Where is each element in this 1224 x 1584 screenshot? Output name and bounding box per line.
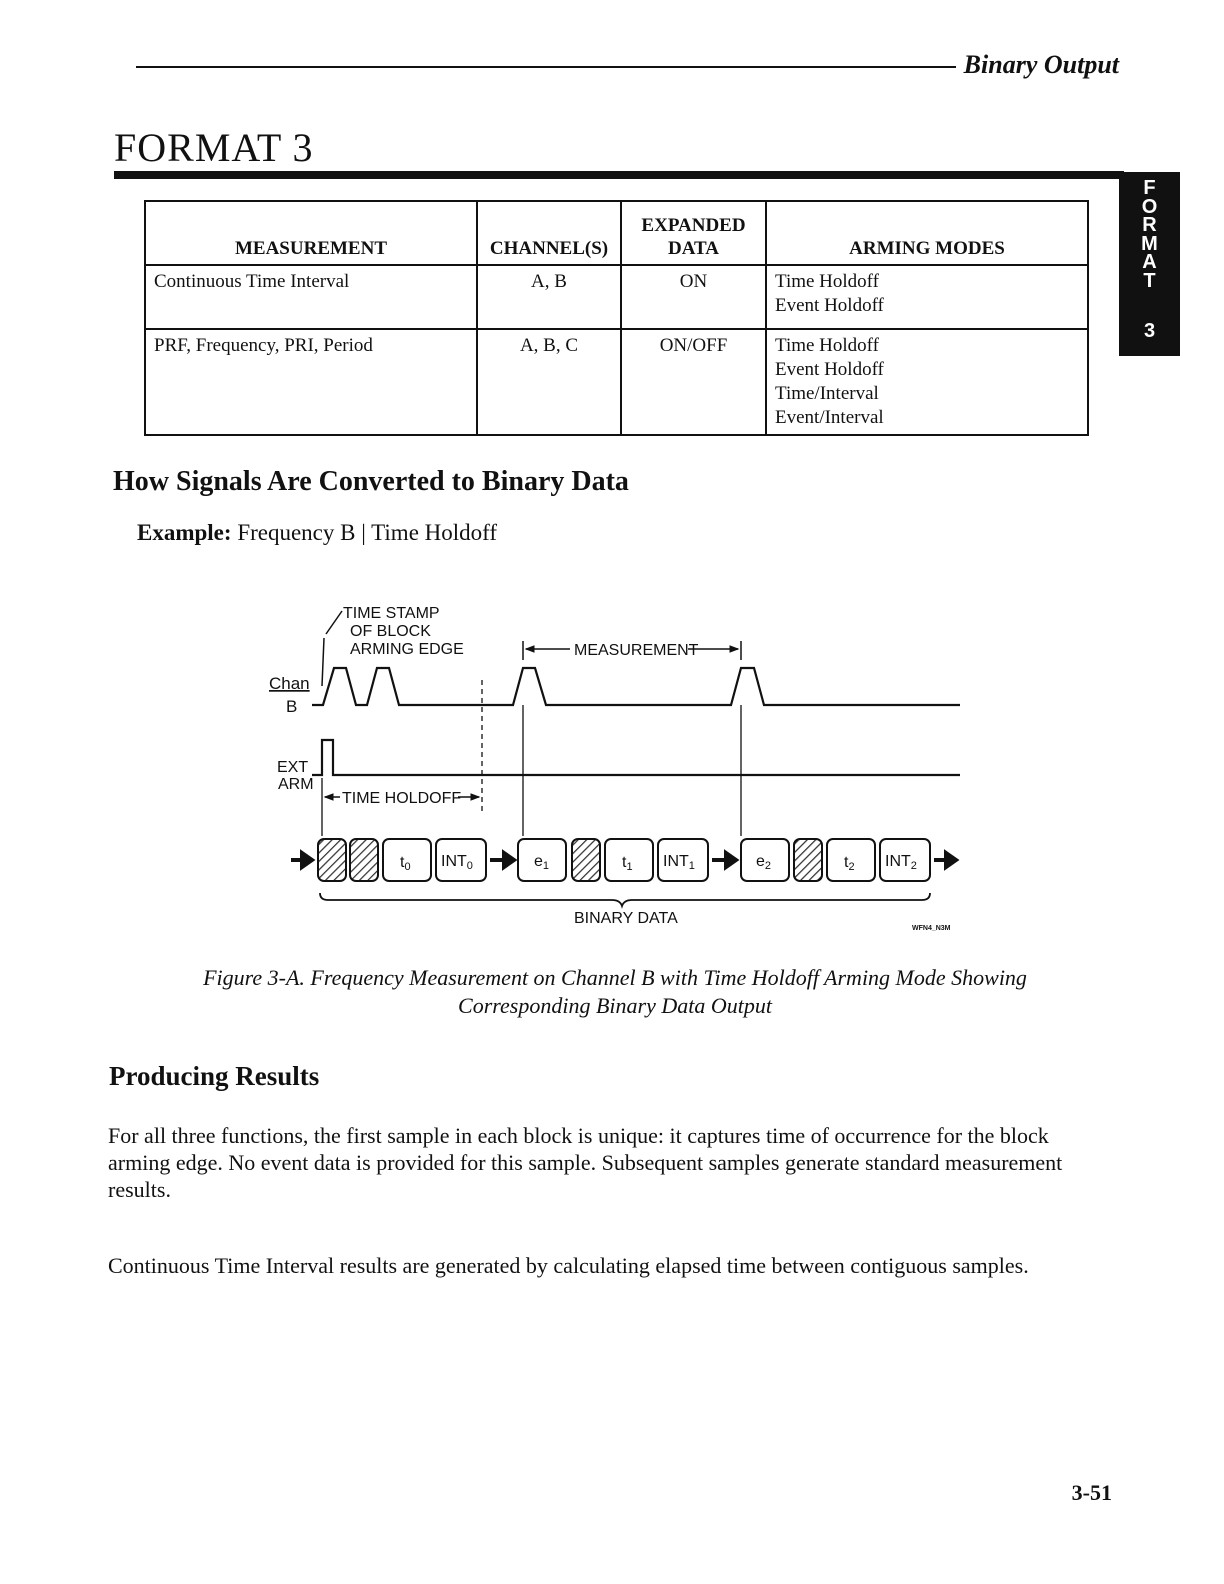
hatched-block: [572, 839, 600, 881]
side-tab-letter: M: [1141, 232, 1158, 255]
cell-measurement: Continuous Time Interval: [145, 265, 477, 329]
caption-line2: Corresponding Binary Data Output: [458, 993, 772, 1018]
side-tab-letter: O: [1141, 195, 1158, 218]
arming-mode: Time Holdoff: [775, 271, 879, 292]
chan-b-label: B: [286, 697, 298, 716]
right-arrow-icon: [712, 853, 736, 867]
right-arrow-icon: [490, 853, 514, 867]
block-label: t1: [622, 854, 633, 873]
side-tab-letter: F: [1143, 177, 1156, 199]
chan-b-waveform: [312, 668, 960, 705]
paragraph: Continuous Time Interval results are generated by calculating elapsed time between contiguous samples.: [108, 1253, 1029, 1278]
paragraph: For all three functions, the first sample in each block is unique: it captures time of occurrence for the block arming edge. No event data is provided for this sample. Subsequent samples generate standard measurement results.: [108, 1123, 1063, 1202]
block-label: e2: [756, 853, 772, 872]
block-label: INT0: [441, 853, 473, 872]
cell-expanded: ON: [621, 265, 766, 329]
block-label: INT1: [663, 853, 695, 872]
caption-line1: Figure 3-A. Frequency Measurement on Channel B with Time Holdoff Arming Mode Showing: [203, 965, 1027, 990]
side-tab-letter: R: [1142, 214, 1157, 236]
hatched-block: [794, 839, 822, 881]
header-arming-modes: ARMING MODES: [766, 201, 1088, 265]
arming-mode: Event Holdoff: [775, 295, 884, 316]
running-head: Binary Output: [963, 50, 1119, 79]
page-number: 3-51: [1071, 1480, 1112, 1505]
example-label: Example:: [137, 520, 232, 545]
measurement-label: MEASUREMENT: [574, 642, 699, 659]
cell-channels: A, B, C: [477, 329, 621, 435]
arming-mode: Event/Interval: [775, 407, 884, 428]
header-channels: CHANNEL(S): [477, 201, 621, 265]
binary-data-label: BINARY DATA: [574, 910, 678, 927]
block-label: INT2: [885, 853, 917, 872]
cell-channels: A, B: [477, 265, 621, 329]
time-stamp-label-line2: OF BLOCK: [350, 623, 431, 640]
header-measurement: MEASUREMENT: [145, 201, 477, 265]
arming-mode: Event Holdoff: [775, 359, 884, 380]
example-text: Frequency B | Time Holdoff: [237, 520, 498, 545]
block-label: t2: [844, 854, 855, 873]
binary-data-stream: [291, 839, 956, 881]
cell-expanded: ON/OFF: [621, 329, 766, 435]
cell-measurement: PRF, Frequency, PRI, Period: [145, 329, 477, 435]
data-block-t0: [383, 839, 431, 881]
arming-mode: Time/Interval: [775, 383, 879, 404]
right-arrow-icon: [291, 853, 312, 867]
arming-mode: Time Holdoff: [775, 335, 879, 356]
guide-lines: [322, 680, 741, 836]
page-title: FORMAT 3: [114, 125, 314, 170]
time-stamp-label-line3: ARMING EDGE: [350, 641, 464, 658]
data-block-t2: [827, 839, 875, 881]
side-tab-number: 3: [1143, 320, 1156, 342]
time-holdoff-label: TIME HOLDOFF: [342, 790, 462, 807]
section-heading-results: Producing Results: [109, 1061, 320, 1091]
binary-data-brace: [320, 893, 930, 906]
arm-label: ARM: [278, 776, 314, 793]
figure-file-tag: WFN4_N3M: [912, 925, 951, 932]
side-tab-letter: T: [1143, 269, 1156, 292]
right-arrow-icon: [934, 853, 956, 867]
block-label: t0: [400, 854, 411, 873]
figure-caption: [150, 964, 1080, 1020]
section-heading-signals: How Signals Are Converted to Binary Data: [113, 466, 629, 497]
ext-label: EXT: [277, 759, 309, 776]
ext-arm-waveform: [312, 740, 960, 775]
side-tab-letter: A: [1142, 251, 1157, 273]
chan-label: Chan: [269, 674, 310, 693]
hatched-block: [350, 839, 378, 881]
data-block-t1: [605, 839, 653, 881]
hatched-block: [318, 839, 346, 881]
header-expanded-line1: EXPANDED: [641, 215, 746, 236]
block-label: e1: [534, 853, 550, 872]
time-stamp-label-line1: TIME STAMP: [343, 605, 440, 622]
header-expanded-line2: DATA: [667, 238, 720, 259]
